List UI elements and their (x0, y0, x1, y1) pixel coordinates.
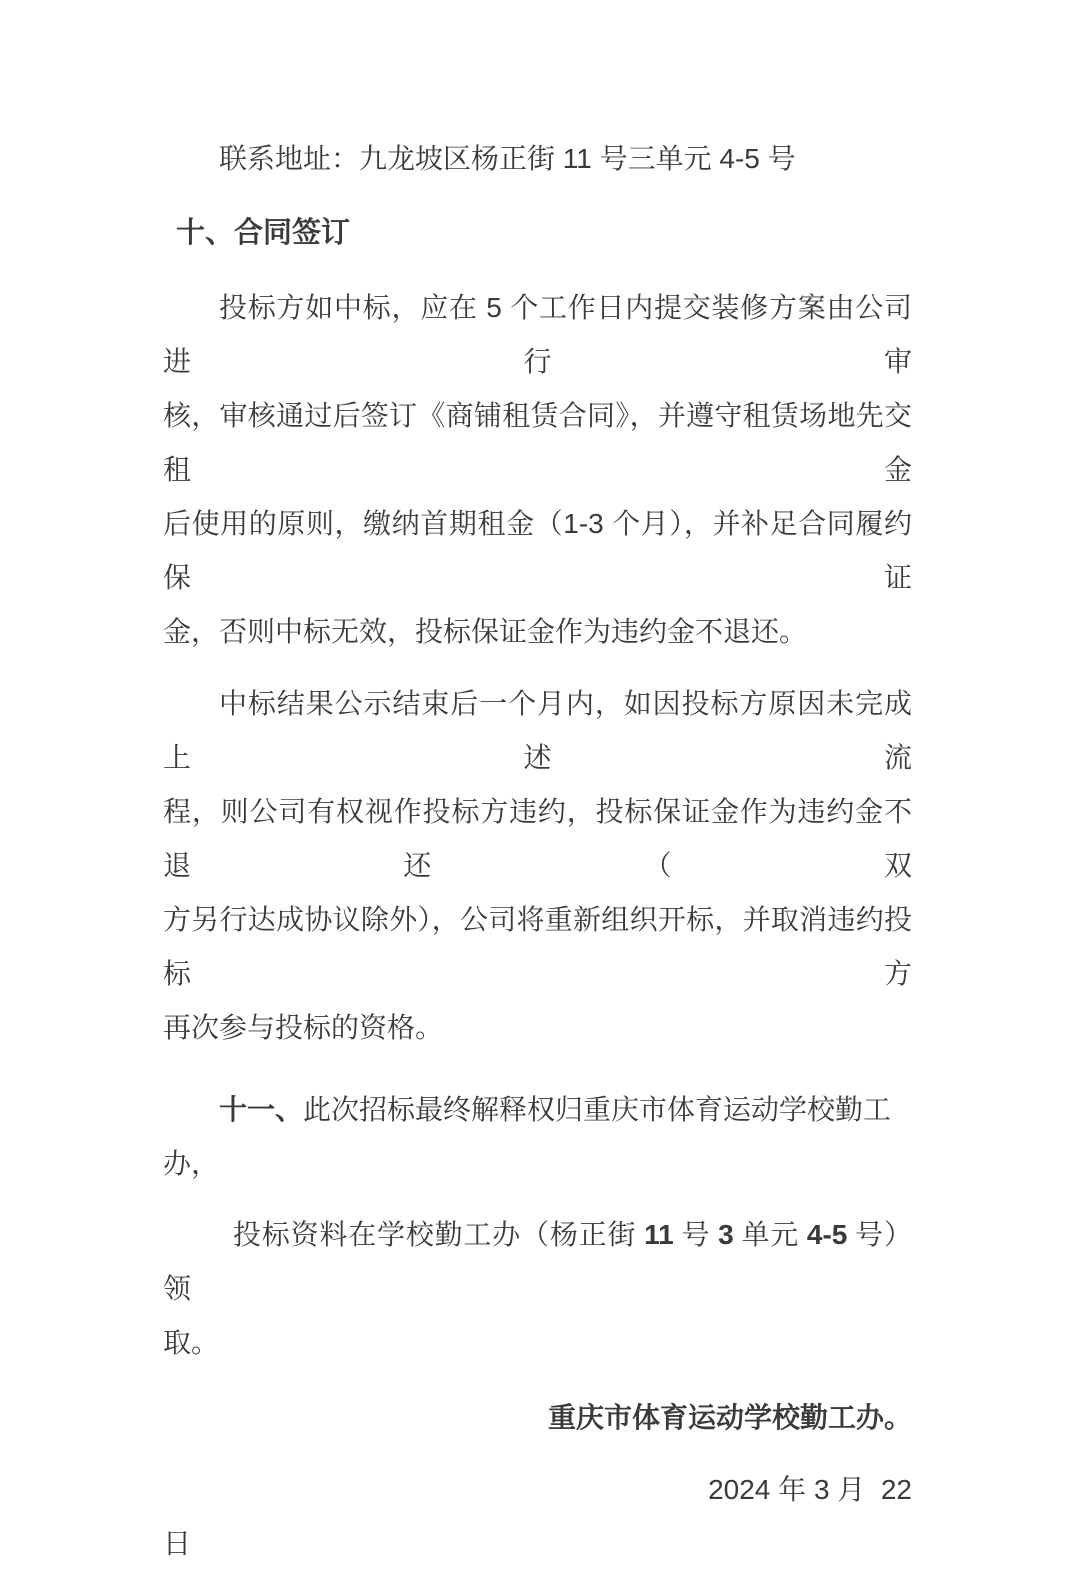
clause-eleven-text: 此次招标最终解释权归重庆市体育运动学校勤工办， (163, 1094, 892, 1179)
paragraph-line: 投标方如中标，应在 5 个工作日内提交装修方案由公司进行审 (163, 292, 912, 377)
paragraph-line: 中标结果公示结束后一个月内，如因投标方原因未完成上述流 (163, 688, 912, 773)
pickup-text-segment: 单元 (733, 1220, 807, 1251)
pickup-line-1 (163, 1208, 912, 1317)
paragraph-line: 核，审核通过后签订《商铺租赁合同》，并遵守租赁场地先交租金 (163, 400, 912, 485)
pickup-unit-number: 3 (718, 1219, 734, 1250)
pickup-line-2: 取。 (163, 1328, 220, 1359)
paragraph-line: 金，否则中标无效，投标保证金作为违约金不退还。 (163, 616, 808, 647)
bid-material-pickup-paragraph (163, 1208, 912, 1371)
document-date-wrapped-character: 日 (163, 1528, 192, 1559)
contact-address-line: 联系地址：九龙坡区杨正街 11 号三单元 4-5 号 (219, 143, 796, 174)
document-date: 2024 年 3 月 22 (708, 1474, 912, 1505)
paragraph-line: 再次参与投标的资格。 (163, 1012, 444, 1043)
pickup-text-segment: 号）领 (163, 1220, 912, 1305)
pickup-street-number: 11 (644, 1219, 674, 1250)
clause-eleven-number: 十一、 (219, 1094, 304, 1125)
pickup-text-segment: 号 (673, 1220, 719, 1251)
clause-eleven-line (163, 1083, 912, 1191)
paragraph-result-publicity (163, 677, 912, 1055)
section-heading-contract-signing: 十、合同签订 (176, 217, 351, 249)
pickup-door-number: 4-5 (806, 1219, 848, 1250)
paragraph-bid-winner-process (163, 281, 912, 659)
pickup-text-segment: 投标资料在学校勤工办（杨正街 (233, 1220, 645, 1251)
paragraph-line: 后使用的原则，缴纳首期租金（1-3 个月），并补足合同履约保证 (163, 508, 912, 593)
paragraph-line: 程，则公司有权视作投标方违约，投标保证金作为违约金不退还（双 (163, 796, 912, 881)
paragraph-line: 方另行达成协议除外），公司将重新组织开标，并取消违约投标方 (163, 904, 912, 989)
signature-organization: 重庆市体育运动学校勤工办。 (547, 1402, 912, 1433)
